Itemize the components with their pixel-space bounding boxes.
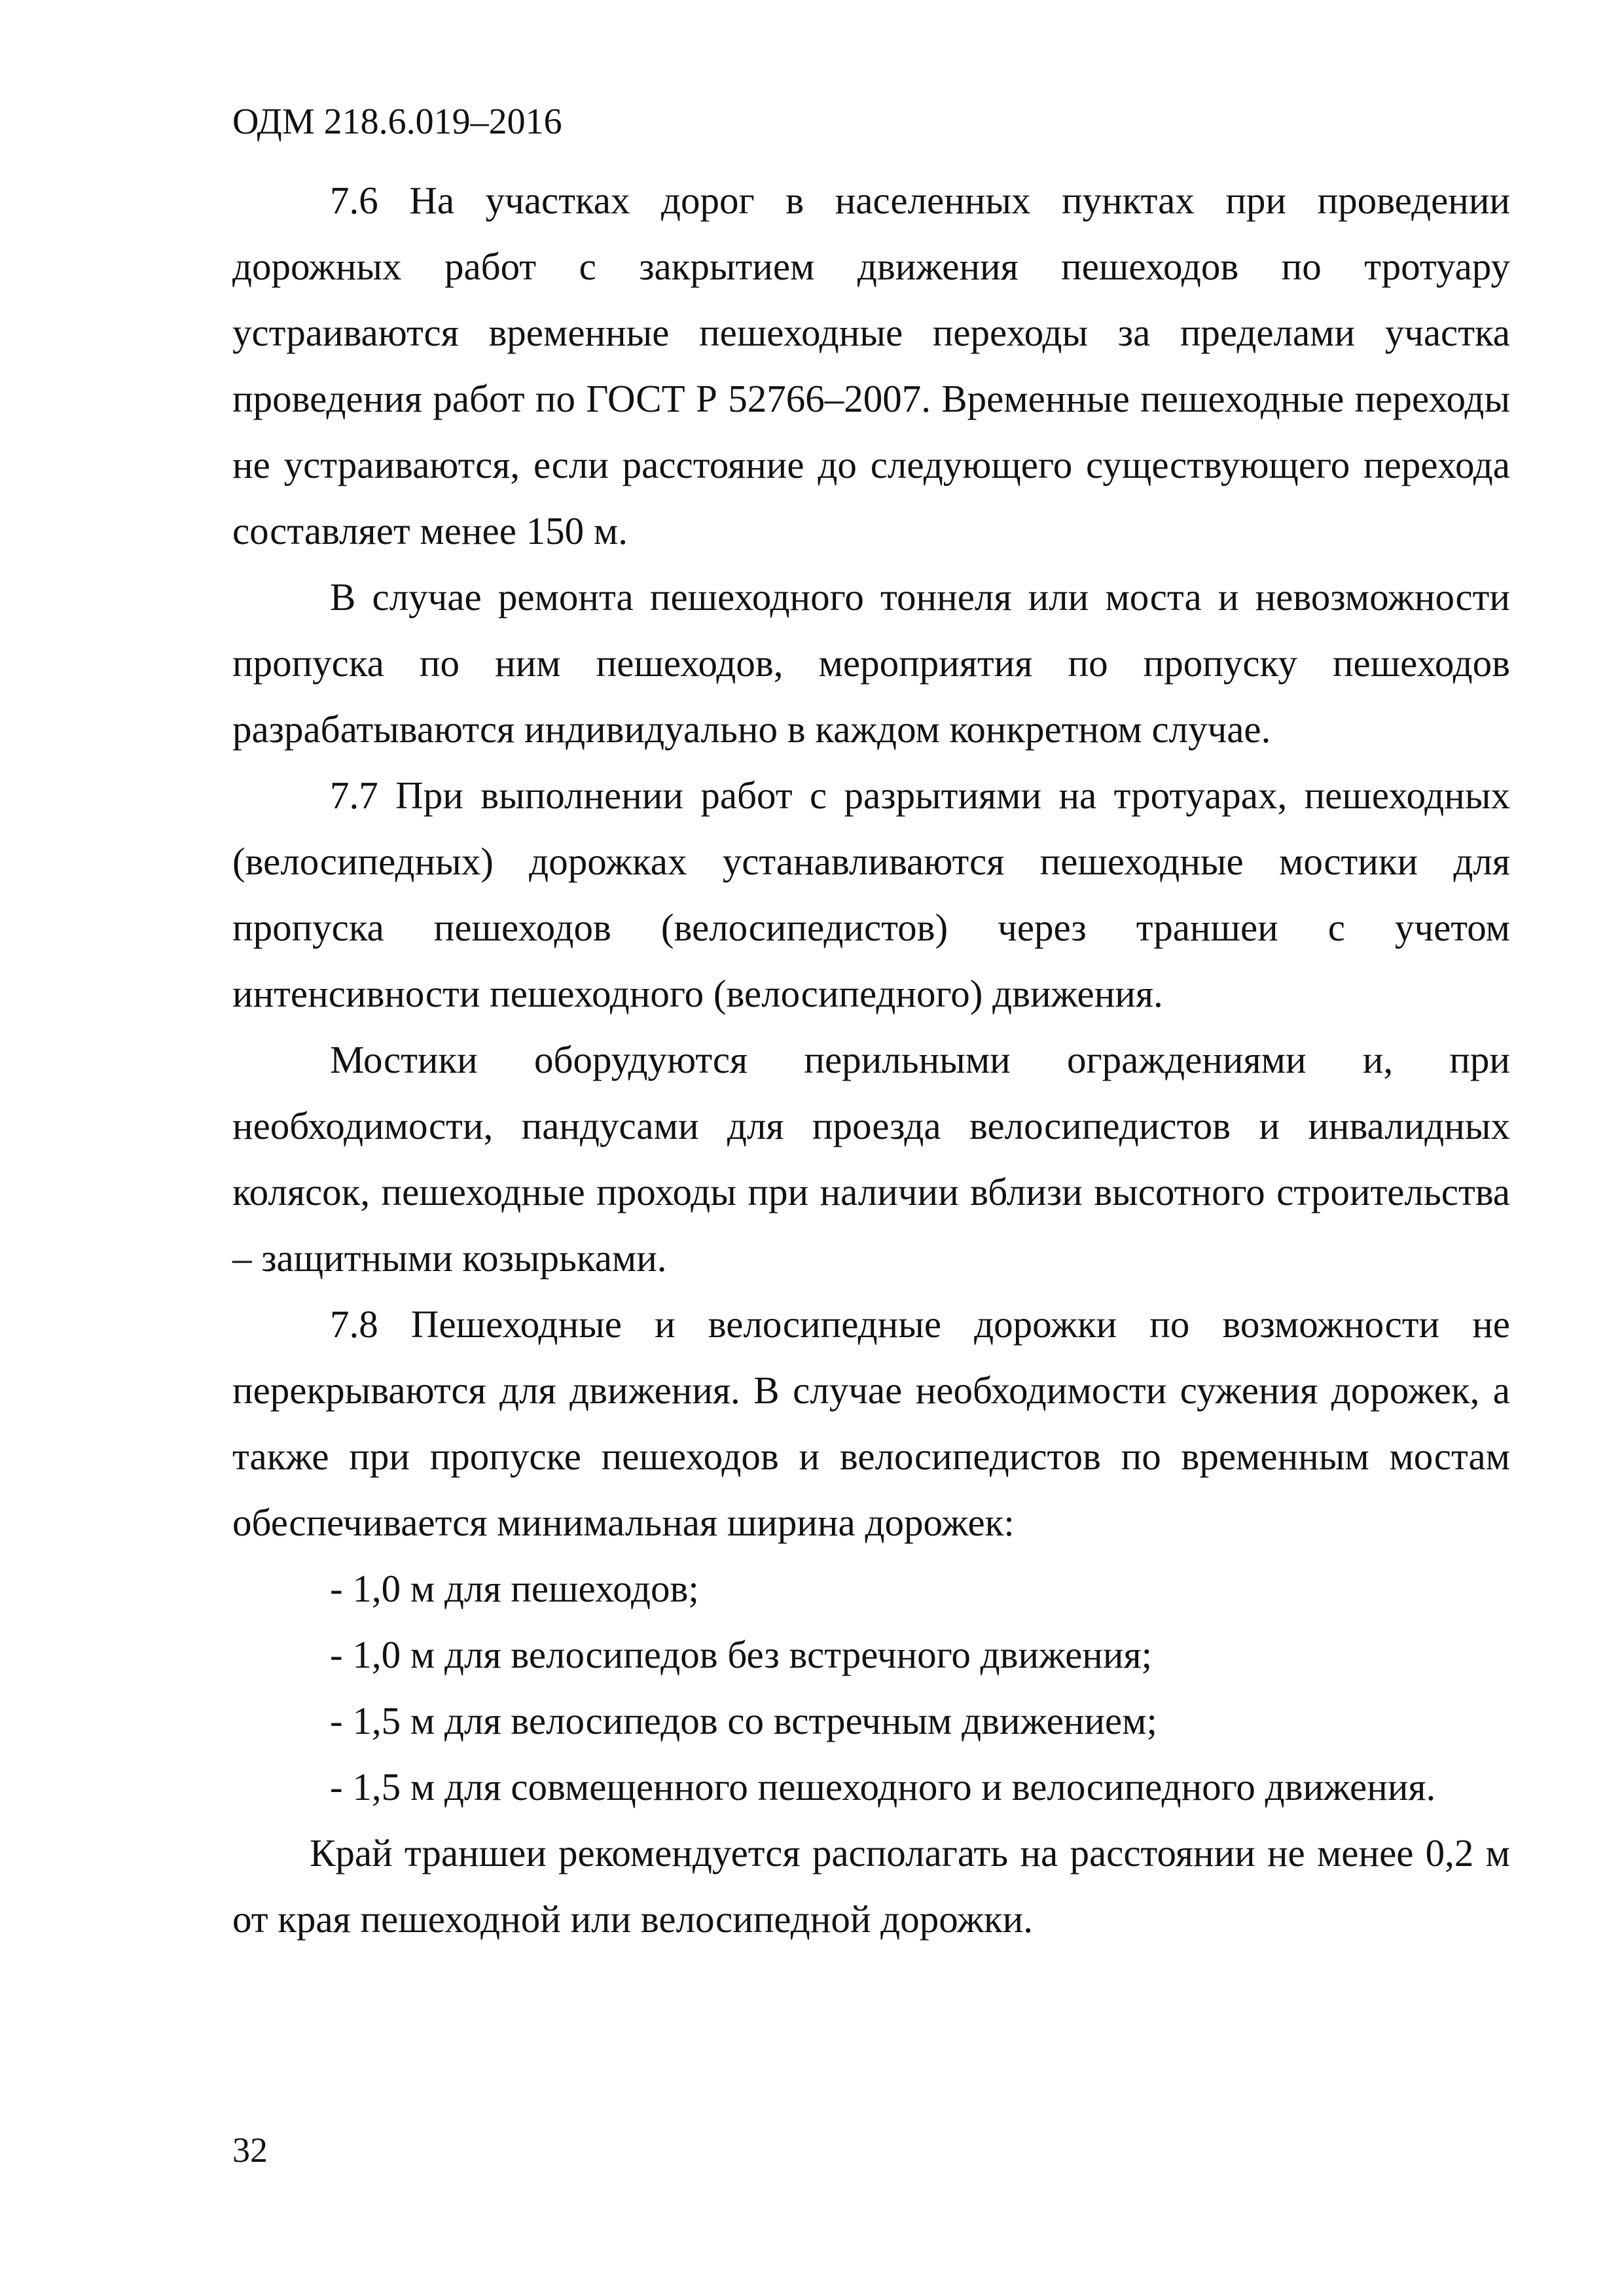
paragraph-bridges-equipment: Мостики оборудуются перильными ограждениями и, при необходимости, пандусами для проезда велосипедистов и инвалидных колясок, пешеходные проходы при наличии вблизи высотного строительства – защитными козырьками. (232, 1038, 1510, 1280)
paragraph-tunnel-repair: В случае ремонта пешеходного тоннеля или моста и невозможности пропуска по ним пешеходов, мероприятия по пропуску пешеходов разрабатываются индивидуально в каждом конкретном случае. (232, 575, 1510, 751)
page-number: 32 (232, 2130, 268, 2170)
document-body (232, 168, 1510, 1952)
list-item: - 1,0 м для пешеходов; (330, 1567, 699, 1610)
min-width-list (232, 1556, 1510, 1820)
paragraph-7-7: 7.7 При выполнении работ с разрытиями на тротуарах, пешеходных (велосипедных) дорожках устанавливаются пешеходные мостики для пропуска пешеходов (велосипедистов) через траншеи с учетом интенсивности пешеходного (велосипедного) движения. (232, 774, 1510, 1015)
paragraph-trench-edge: Край траншеи рекомендуется располагать на расстоянии не менее 0,2 м от края пешеходной или велосипедной дорожки. (232, 1831, 1510, 1941)
paragraph-7-8: 7.8 Пешеходные и велосипедные дорожки по возможности не перекрываются для движения. В случае необходимости сужения дорожек, а также при пропуске пешеходов и велосипедистов по временным мостам обеспечивается минимальная ширина дорожек: (232, 1302, 1510, 1544)
paragraph-7-6: 7.6 На участках дорог в населенных пунктах при проведении дорожных работ с закрытием движения пешеходов по тротуару устраиваются временные пешеходные переходы за пределами участка проведения работ по ГОСТ Р 52766–2007. Временные пешеходные переходы не устраиваются, если расстояние до следующего существующего перехода составляет менее 150 м. (232, 179, 1510, 552)
document-code-header: ОДМ 218.6.019–2016 (232, 101, 562, 142)
list-item: - 1,5 м для велосипедов со встречным движением; (330, 1699, 1157, 1742)
list-item: - 1,0 м для велосипедов без встречного движения; (330, 1633, 1152, 1676)
list-item: - 1,5 м для совмещенного пешеходного и велосипедного движения. (330, 1765, 1436, 1808)
